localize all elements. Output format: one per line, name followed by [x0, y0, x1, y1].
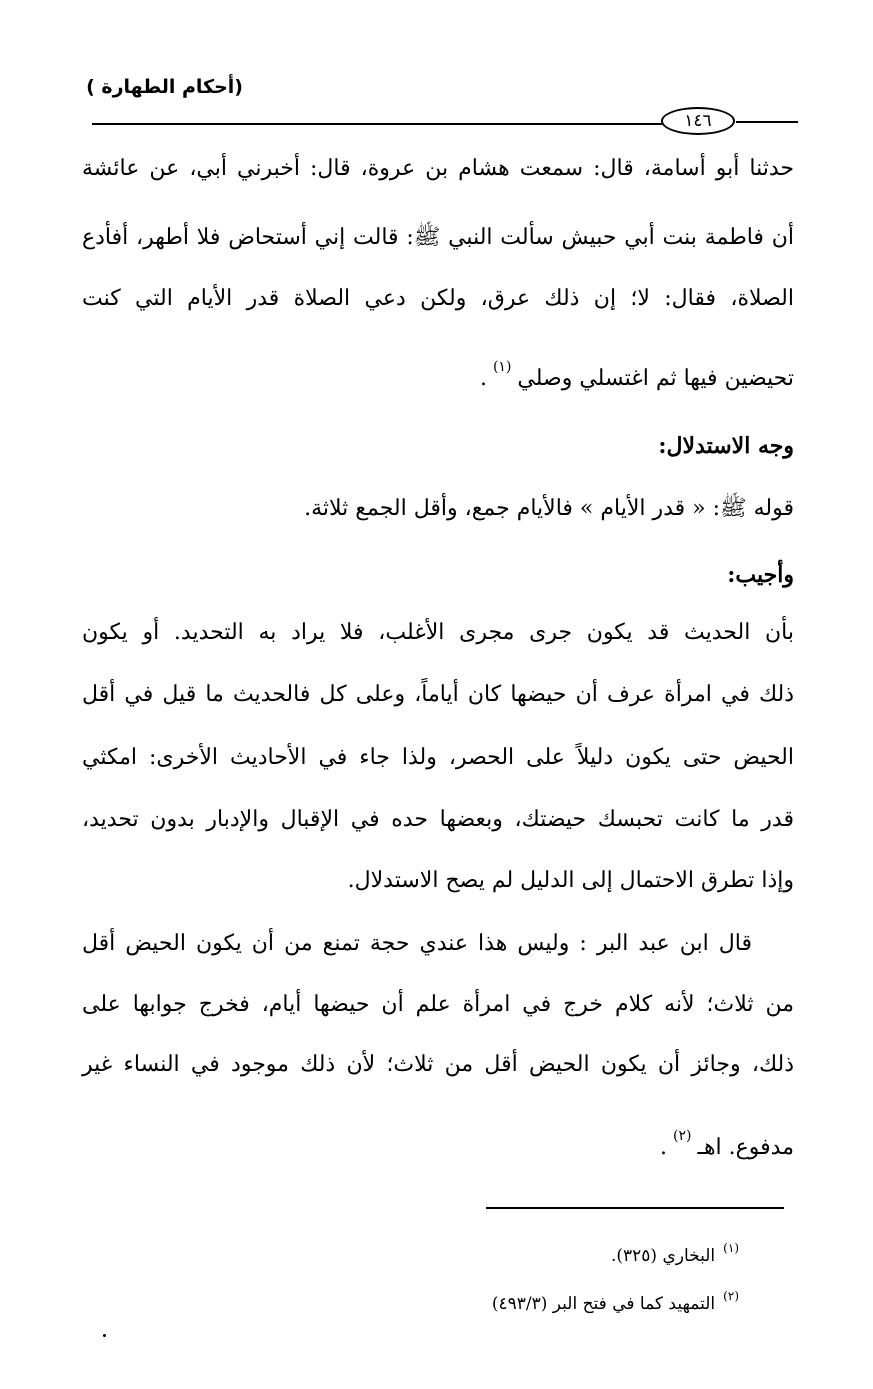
text-line: الصلاة، فقال: لا؛ إن ذلك عرق، ولكن دعي الصلاة قدر الأيام التي كنت [82, 286, 794, 311]
text-line: ذلك في امرأة عرف أن حيضها كان أياماً، وعلى كل فالحديث ما قيل في أقل [82, 682, 794, 707]
footnote-separator [486, 1207, 784, 1209]
text-line: أن فاطمة بنت أبي حبيش سألت النبي ﷺ: قالت إني أستحاض فلا أطهر، أفأدع [82, 225, 794, 250]
footnote-1 [611, 1236, 739, 1268]
running-header-title: (أحكام الطهارة ) [86, 76, 243, 98]
text-line: ذلك، وجائز أن يكون الحيض أقل من ثلاث؛ لأن ذلك موجود في النساء غير [82, 1052, 794, 1077]
text-line: الحيض حتى يكون دليلاً على الحصر، ولذا جاء في الأحاديث الأخرى: امكثي [82, 745, 794, 770]
text-fragment: تحيضين فيها ثم اغتسلي وصلي [517, 366, 794, 391]
page-number: ١٤٦ [661, 107, 735, 135]
footnote-ref-1: (١) [492, 359, 512, 375]
text-line: وإذا تطرق الاحتمال إلى الدليل لم يصح الاستدلال. [347, 868, 794, 893]
footnote-marker: (١) [723, 1241, 739, 1255]
section-heading-evidence: وجه الاستدلال: [658, 433, 794, 459]
text-line: قوله ﷺ: « قدر الأيام » فالأيام جمع، وأقل الجمع ثلاثة. [304, 496, 794, 521]
text-line: قدر ما كانت تحبسك حيضتك، وبعضها حده في الإقبال والإدبار بدون تحديد، [82, 807, 794, 832]
header-rule [92, 123, 662, 125]
header-rule-tail [736, 121, 798, 123]
text-line: بأن الحديث قد يكون جرى مجرى الأغلب، فلا يراد به التحديد. أو يكون [82, 620, 794, 645]
text-line-end-of-hadith [82, 352, 794, 394]
footnote-2 [492, 1284, 739, 1316]
footnote-text: التمهيد كما في فتح البر (٤٩٣/٣) [491, 1294, 716, 1314]
text-line-quote-end [82, 1121, 794, 1163]
footnote-text: البخاري (٣٢٥). [610, 1246, 716, 1266]
footnote-ref-2: (٢) [673, 1128, 692, 1144]
section-heading-response: وأجيب: [727, 562, 794, 588]
footnote-marker: (٢) [723, 1289, 739, 1303]
end-dot: . [479, 366, 487, 391]
scan-speck [103, 1334, 106, 1337]
end-dot: . [660, 1135, 668, 1160]
text-line: حدثنا أبو أسامة، قال: سمعت هشام بن عروة، قال: أخبرني أبي، عن عائشة [82, 156, 794, 181]
text-line-quote-start: قال ابن عبد البر : وليس هذا عندي حجة تمنع من أن يكون الحيض أقل [82, 931, 752, 956]
text-line: من ثلاث؛ لأنه كلام خرج في امرأة علم أن حيضها أيام، فخرج جوابها على [82, 992, 794, 1017]
text-fragment: مدفوع. اهـ [697, 1135, 794, 1160]
